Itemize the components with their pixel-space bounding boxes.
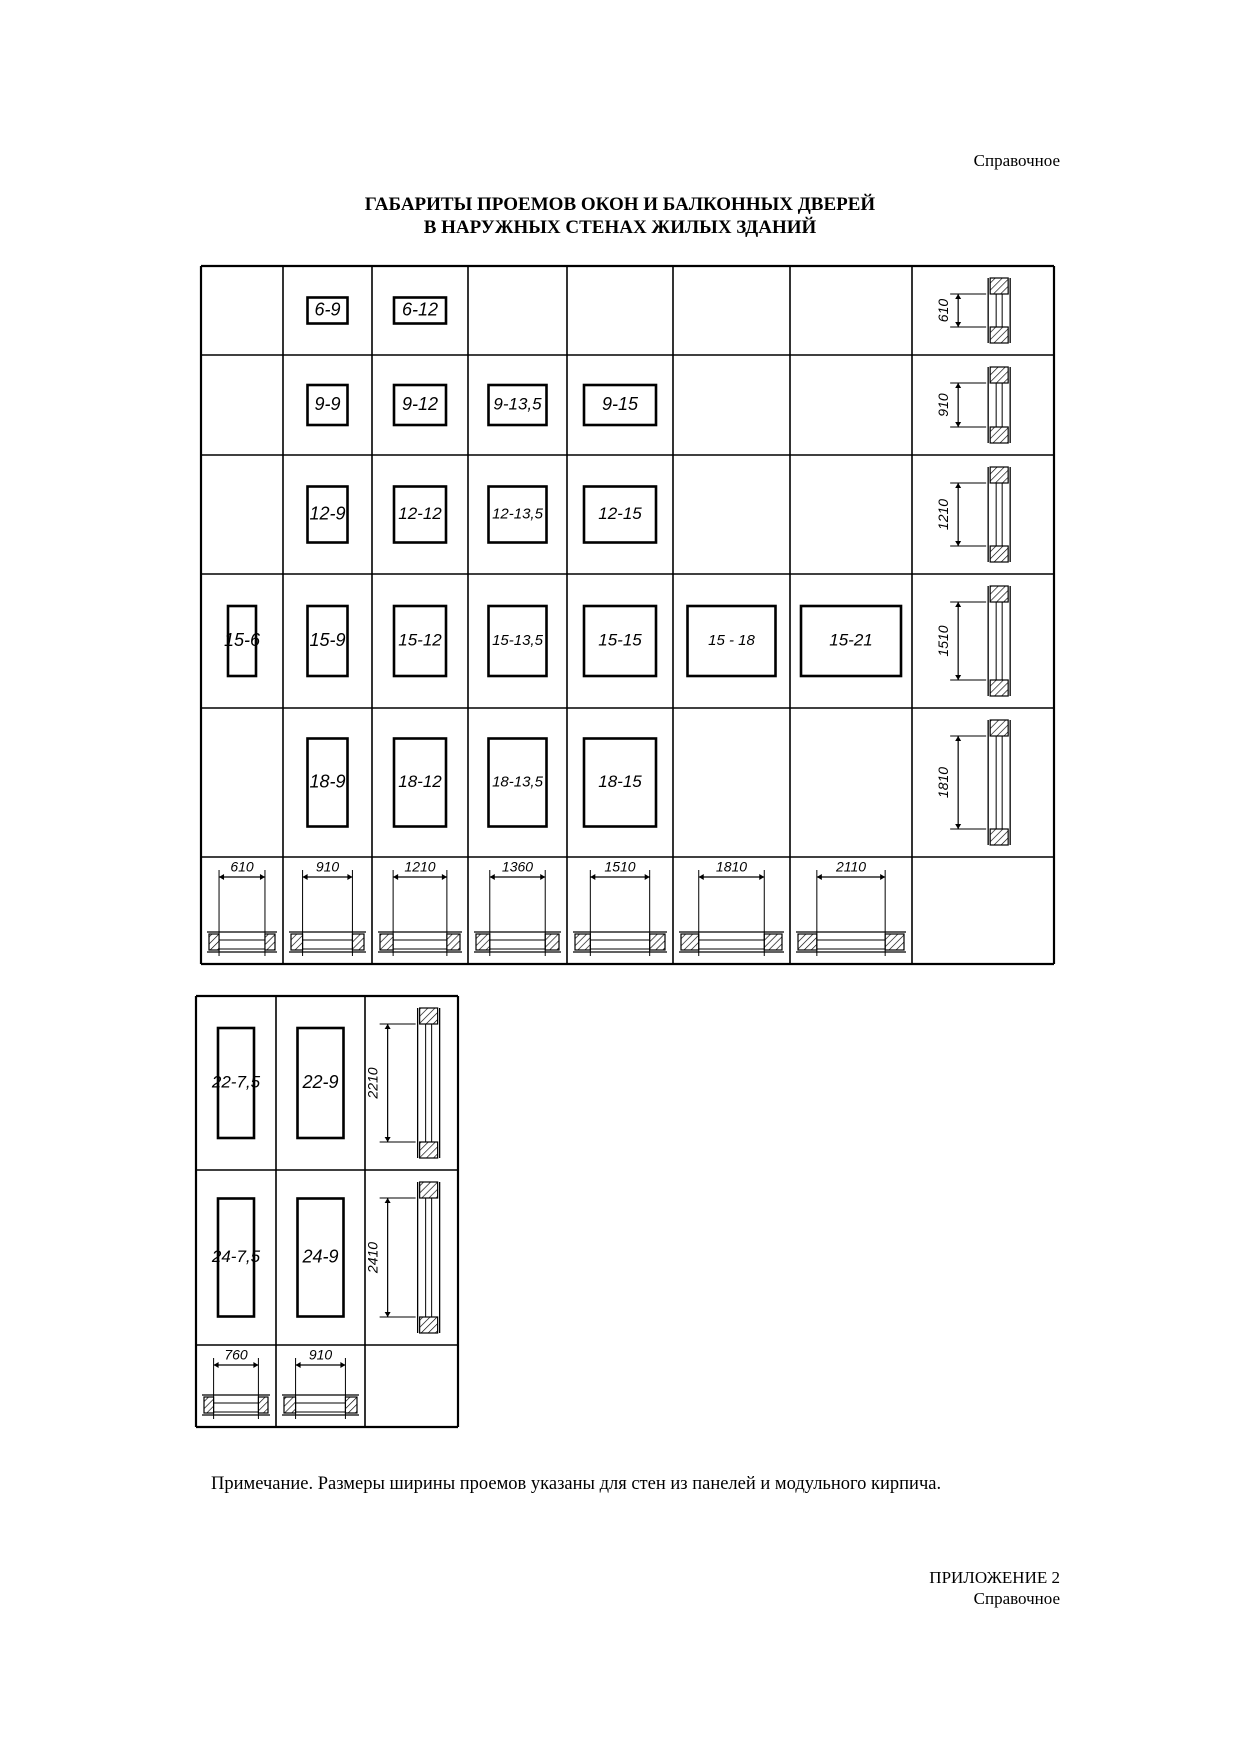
opening-code: 9-12 — [401, 393, 439, 414]
width-dimension-label: 1510 — [604, 858, 636, 875]
title-line-1: ГАБАРИТЫ ПРОЕМОВ ОКОН И БАЛКОННЫХ ДВЕРЕЙ — [364, 194, 876, 215]
opening-code: 18-13,5 — [492, 773, 543, 791]
window-opening — [584, 739, 656, 827]
opening-code: 6-12 — [401, 299, 439, 320]
opening-code: 12-13,5 — [492, 505, 543, 523]
wall-section-plan — [282, 1347, 359, 1419]
width-dimension-label: 1810 — [715, 858, 748, 875]
door-openings-table — [196, 996, 458, 1427]
wall-section-plan — [202, 1347, 270, 1419]
opening-code: 24-9 — [302, 1246, 339, 1267]
width-dimension-label: 910 — [315, 858, 340, 875]
height-dimension-label: 1810 — [934, 766, 951, 799]
opening-code: 12-12 — [398, 503, 442, 523]
wall-section-vertical — [364, 1008, 439, 1158]
main-openings-table — [201, 266, 1054, 964]
opening-code: 15-6 — [223, 629, 261, 650]
opening-code: 15-9 — [309, 629, 346, 650]
opening-code: 24-7,5 — [211, 1246, 261, 1266]
window-opening — [224, 606, 261, 676]
opening-code: 9-13,5 — [493, 394, 542, 414]
width-dimension-label: 1210 — [404, 858, 436, 875]
window-opening — [801, 606, 901, 676]
height-dimension-label: 1510 — [934, 625, 951, 657]
opening-code: 9-9 — [314, 393, 341, 414]
window-opening — [308, 606, 348, 676]
wall-section-plan — [573, 859, 667, 956]
window-opening — [394, 739, 446, 827]
window-opening — [584, 606, 656, 676]
window-opening — [394, 385, 446, 425]
width-dimension-label: 2110 — [835, 858, 867, 875]
opening-code: 22-9 — [302, 1071, 339, 1092]
wall-section-vertical — [935, 367, 1010, 443]
appendix-label: ПРИЛОЖЕНИЕ 2 — [929, 1568, 1060, 1587]
height-dimension-label: 610 — [934, 298, 951, 323]
window-opening — [394, 606, 446, 676]
opening-code: 12-9 — [309, 503, 346, 524]
width-dimension-label: 610 — [230, 858, 254, 875]
opening-code: 12-15 — [598, 503, 642, 523]
opening-code: 15-12 — [398, 630, 442, 650]
width-dimension-label: 1360 — [501, 858, 534, 875]
window-opening — [308, 385, 348, 425]
opening-code: 18-15 — [598, 771, 642, 791]
opening-code: 22-7,5 — [211, 1072, 261, 1092]
door-opening — [211, 1028, 261, 1138]
wall-section-plan — [289, 859, 366, 956]
window-opening — [489, 385, 547, 425]
window-opening — [308, 487, 348, 543]
wall-section-vertical — [935, 467, 1010, 562]
opening-code: 18-9 — [309, 771, 346, 792]
wall-section-plan — [796, 859, 906, 956]
door-opening — [298, 1199, 344, 1317]
wall-section-plan — [679, 859, 784, 956]
opening-code: 18-12 — [398, 771, 442, 791]
reference-label-bottom: Справочное — [973, 1589, 1060, 1608]
wall-section-plan — [207, 859, 277, 956]
opening-code: 9-15 — [601, 393, 639, 414]
wall-section-vertical — [935, 586, 1010, 696]
window-opening — [489, 487, 547, 543]
opening-code: 6-9 — [314, 299, 341, 320]
window-opening — [308, 298, 348, 324]
window-opening — [489, 739, 547, 827]
opening-code: 15-13,5 — [492, 631, 543, 649]
window-opening — [489, 606, 547, 676]
wall-section-vertical — [364, 1182, 439, 1333]
width-dimension-label: 760 — [224, 1346, 248, 1363]
window-opening — [394, 487, 446, 543]
wall-section-plan — [474, 859, 561, 956]
height-dimension-label: 910 — [934, 393, 951, 417]
wall-section-plan — [378, 859, 462, 956]
height-dimension-label: 2410 — [364, 1241, 381, 1274]
window-opening — [688, 606, 776, 676]
opening-code: 15-15 — [598, 630, 642, 650]
door-opening — [211, 1199, 261, 1317]
door-opening — [298, 1028, 344, 1138]
height-dimension-label: 2210 — [364, 1067, 381, 1099]
wall-section-vertical — [935, 720, 1010, 845]
wall-section-vertical — [935, 278, 1010, 343]
window-opening — [584, 385, 656, 425]
height-dimension-label: 1210 — [934, 498, 951, 531]
note-text: Примечание. Размеры ширины проемов указаны для стен из панелей и модульного кирпича. — [211, 1474, 942, 1494]
width-dimension-label: 910 — [308, 1346, 333, 1363]
window-opening — [394, 298, 446, 324]
title-line-2: В НАРУЖНЫХ СТЕНАХ ЖИЛЫХ ЗДАНИЙ — [423, 217, 817, 238]
opening-code: 15 - 18 — [708, 631, 755, 649]
window-opening — [584, 487, 656, 543]
opening-code: 15-21 — [829, 630, 873, 650]
window-opening — [308, 739, 348, 827]
reference-label-top: Справочное — [973, 151, 1060, 170]
